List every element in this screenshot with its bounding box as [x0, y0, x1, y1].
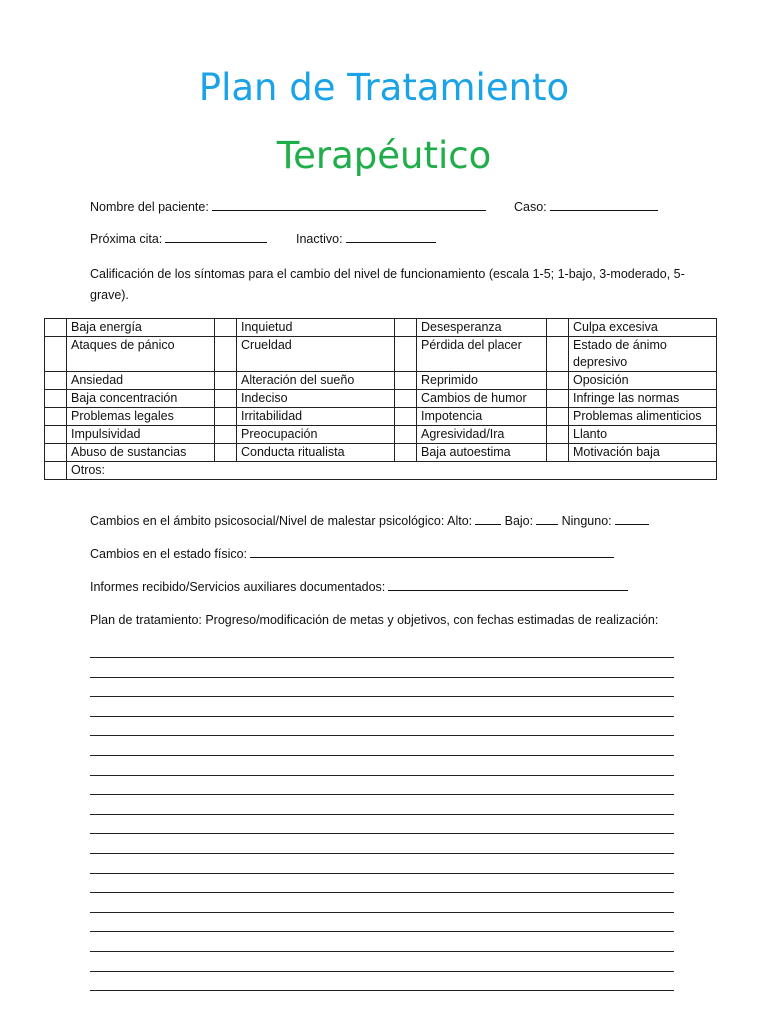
- psychosocial-field[interactable]: [90, 514, 649, 528]
- writing-line[interactable]: [90, 696, 674, 697]
- case-label: Caso:: [514, 200, 547, 214]
- next-appointment-label: Próxima cita:: [90, 232, 163, 246]
- rating-cell[interactable]: [395, 390, 417, 408]
- writing-line[interactable]: [90, 677, 674, 678]
- writing-line[interactable]: [90, 971, 674, 972]
- symptom-label: Cambios de humor: [417, 390, 547, 408]
- writing-line[interactable]: [90, 931, 674, 932]
- rating-cell[interactable]: [215, 390, 237, 408]
- symptom-label: Indeciso: [237, 390, 395, 408]
- writing-line[interactable]: [90, 657, 674, 658]
- rating-cell[interactable]: [45, 372, 67, 390]
- physical-field[interactable]: [90, 547, 614, 561]
- rating-cell[interactable]: [45, 426, 67, 444]
- writing-line[interactable]: [90, 873, 674, 874]
- writing-line[interactable]: [90, 892, 674, 893]
- symptom-row: [45, 444, 717, 462]
- symptom-label: Irritabilidad: [237, 408, 395, 426]
- physical-blank[interactable]: [250, 556, 614, 558]
- rating-cell[interactable]: [215, 319, 237, 337]
- rating-cell[interactable]: [547, 319, 569, 337]
- rating-cell[interactable]: [547, 337, 569, 372]
- symptom-label: Agresividad/Ira: [417, 426, 547, 444]
- symptom-label: Reprimido: [417, 372, 547, 390]
- high-blank[interactable]: [475, 523, 501, 525]
- symptom-label: Motivación baja: [569, 444, 717, 462]
- case-blank[interactable]: [550, 209, 658, 211]
- patient-name-field[interactable]: [90, 200, 486, 214]
- rating-cell[interactable]: [215, 426, 237, 444]
- symptom-label: Culpa excesiva: [569, 319, 717, 337]
- patient-name-blank[interactable]: [212, 209, 486, 211]
- title-line-2: Terapéutico: [276, 134, 492, 177]
- symptom-row: [45, 426, 717, 444]
- inactive-label: Inactivo:: [296, 232, 343, 246]
- next-appointment-blank[interactable]: [165, 241, 267, 243]
- symptom-label: Abuso de sustancias: [67, 444, 215, 462]
- rating-cell[interactable]: [547, 390, 569, 408]
- rating-cell[interactable]: [395, 408, 417, 426]
- rating-cell[interactable]: [45, 337, 67, 372]
- writing-line[interactable]: [90, 814, 674, 815]
- inactive-blank[interactable]: [346, 241, 436, 243]
- rating-cell[interactable]: [215, 372, 237, 390]
- rating-cell[interactable]: [45, 408, 67, 426]
- next-appointment-field[interactable]: [90, 232, 267, 246]
- symptom-label: Infringe las normas: [569, 390, 717, 408]
- low-blank[interactable]: [536, 523, 558, 525]
- symptom-label: Baja concentración: [67, 390, 215, 408]
- symptom-label: Impulsividad: [67, 426, 215, 444]
- symptom-label: Ataques de pánico: [67, 337, 215, 372]
- rating-cell[interactable]: [215, 444, 237, 462]
- symptom-label: Preocupación: [237, 426, 395, 444]
- rating-cell[interactable]: [395, 337, 417, 372]
- patient-name-label: Nombre del paciente:: [90, 200, 209, 214]
- symptom-row: [45, 319, 717, 337]
- rating-instructions: Calificación de los síntomas para el cambio del nivel de funcionamiento (escala 1-5; 1-bajo, 3-moderado, 5-grave).: [90, 267, 685, 302]
- writing-line[interactable]: [90, 716, 674, 717]
- symptom-label: Baja autoestima: [417, 444, 547, 462]
- rating-cell[interactable]: [395, 319, 417, 337]
- plan-label: Plan de tratamiento: Progreso/modificación de metas y objetivos, con fechas estimadas de realización:: [90, 613, 659, 627]
- case-field[interactable]: [514, 200, 658, 214]
- symptom-table: [44, 318, 717, 480]
- symptom-label: Problemas alimenticios: [569, 408, 717, 426]
- none-label: Ninguno:: [561, 514, 612, 528]
- symptom-row: [45, 408, 717, 426]
- rating-cell[interactable]: [215, 408, 237, 426]
- rating-cell[interactable]: [45, 319, 67, 337]
- writing-line[interactable]: [90, 755, 674, 756]
- symptom-label: Inquietud: [237, 319, 395, 337]
- symptom-row: [45, 372, 717, 390]
- psychosocial-label: Cambios en el ámbito psicosocial/Nivel de malestar psicológico: Alto:: [90, 514, 473, 528]
- writing-line[interactable]: [90, 775, 674, 776]
- none-blank[interactable]: [615, 523, 649, 525]
- writing-line[interactable]: [90, 735, 674, 736]
- symptom-label: Impotencia: [417, 408, 547, 426]
- symptom-label: Estado de ánimo depresivo: [569, 337, 717, 372]
- rating-cell[interactable]: [395, 372, 417, 390]
- rating-cell[interactable]: [395, 444, 417, 462]
- symptom-row: [45, 337, 717, 372]
- rating-cell[interactable]: [395, 426, 417, 444]
- writing-line[interactable]: [90, 853, 674, 854]
- rating-cell[interactable]: [45, 462, 67, 480]
- symptom-row: [45, 390, 717, 408]
- writing-line[interactable]: [90, 833, 674, 834]
- symptom-label: Llanto: [569, 426, 717, 444]
- rating-cell[interactable]: [45, 390, 67, 408]
- physical-label: Cambios en el estado físico:: [90, 547, 248, 561]
- rating-cell[interactable]: [45, 444, 67, 462]
- inactive-field[interactable]: [296, 232, 436, 246]
- writing-line[interactable]: [90, 951, 674, 952]
- rating-cell[interactable]: [215, 337, 237, 372]
- others-row: [45, 462, 717, 480]
- writing-line[interactable]: [90, 912, 674, 913]
- symptom-label: Ansiedad: [67, 372, 215, 390]
- symptom-label: Oposición: [569, 372, 717, 390]
- symptom-label: Desesperanza: [417, 319, 547, 337]
- symptom-label: Conducta ritualista: [237, 444, 395, 462]
- symptom-label: Problemas legales: [67, 408, 215, 426]
- reports-blank[interactable]: [388, 589, 628, 591]
- symptom-label: Pérdida del placer: [417, 337, 547, 372]
- symptom-label: Alteración del sueño: [237, 372, 395, 390]
- rating-cell[interactable]: [547, 408, 569, 426]
- symptom-label: Crueldad: [237, 337, 395, 372]
- low-label: Bajo:: [504, 514, 534, 528]
- rating-cell[interactable]: [547, 372, 569, 390]
- writing-line[interactable]: [90, 794, 674, 795]
- rating-cell[interactable]: [547, 426, 569, 444]
- title-line-1: Plan de Tratamiento: [198, 66, 570, 109]
- writing-line[interactable]: [90, 990, 674, 991]
- reports-label: Informes recibido/Servicios auxiliares documentados:: [90, 580, 386, 594]
- symptom-label: Baja energía: [67, 319, 215, 337]
- reports-field[interactable]: [90, 580, 628, 594]
- others-label[interactable]: Otros:: [67, 462, 717, 480]
- rating-cell[interactable]: [547, 444, 569, 462]
